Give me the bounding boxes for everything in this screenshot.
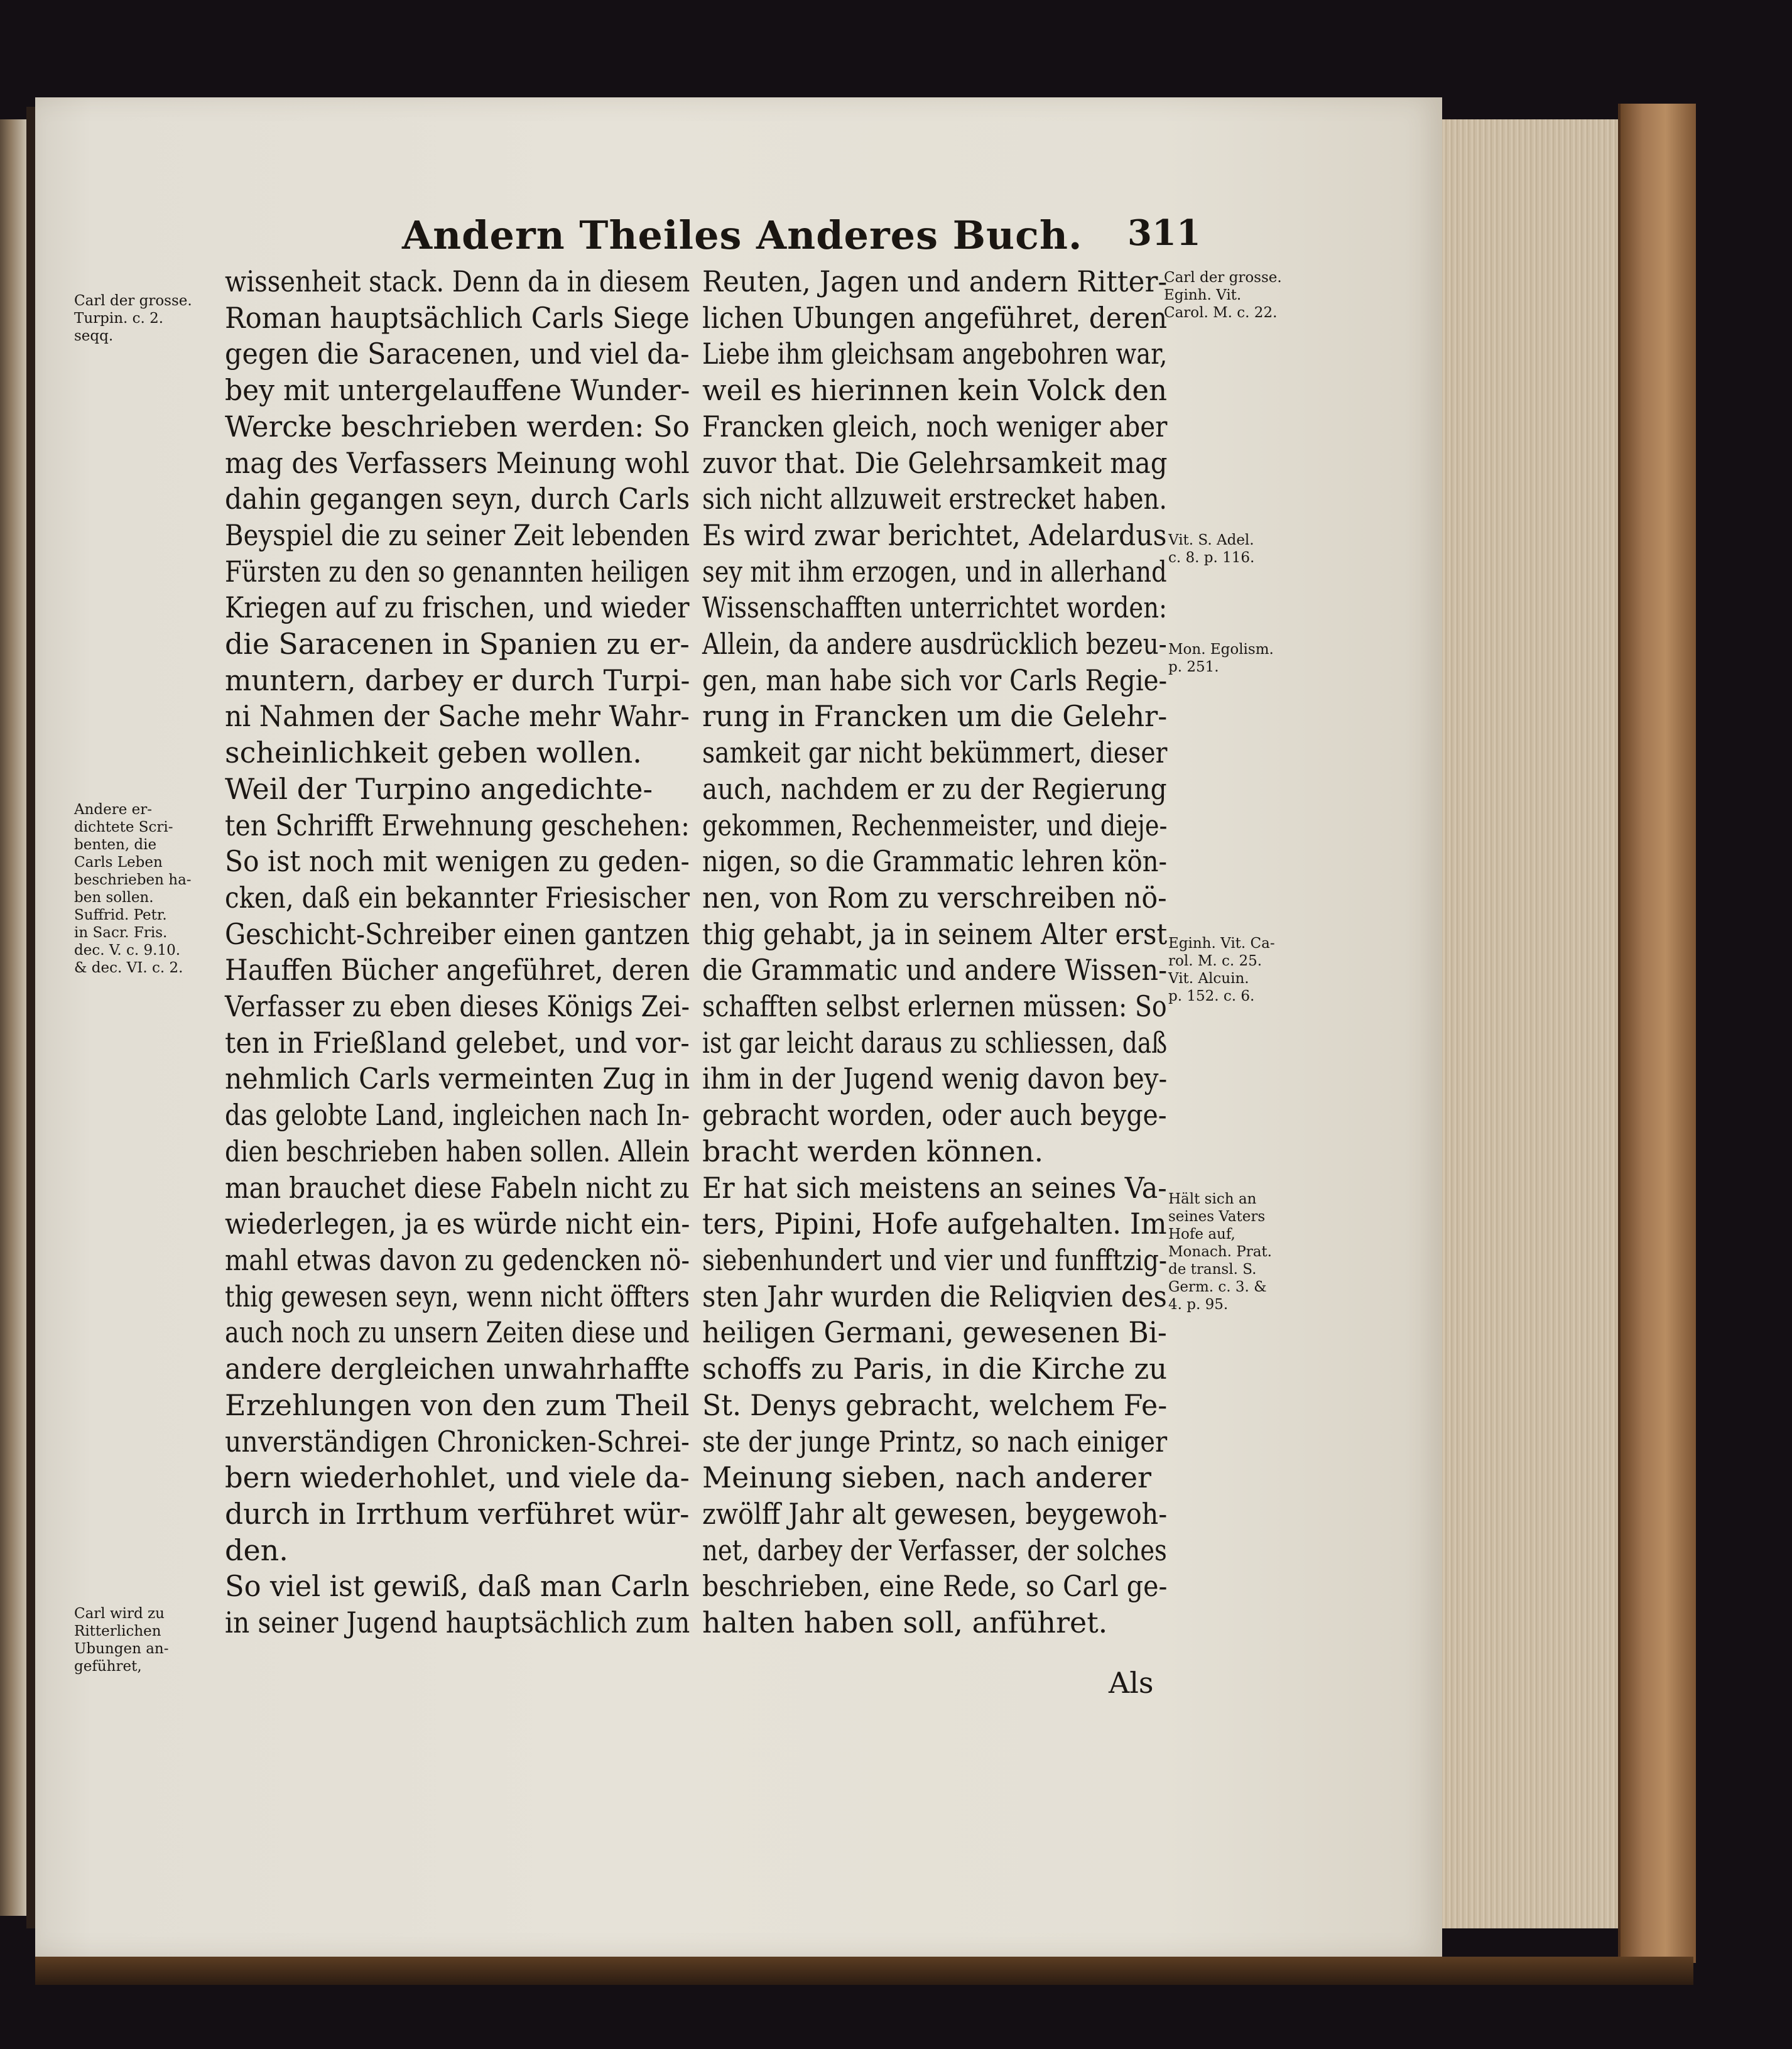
margin-note-line: Andere er-	[74, 802, 153, 818]
margin-note-line: Carl der grosse.	[74, 293, 192, 309]
text-line: Fürsten zu den so genannten heiligen	[225, 554, 690, 589]
text-line: unverständigen Chronicken-Schrei-	[225, 1424, 690, 1459]
margin-note-line: Suffrid. Petr.	[74, 907, 167, 923]
text-line: ist gar leicht daraus zu schliessen, daß	[702, 1025, 1168, 1060]
margin-note-left-3	[74, 1605, 169, 1675]
margin-note-right-1	[1164, 269, 1282, 322]
text-line: sich nicht allzuweit erstrecket haben.	[702, 482, 1167, 516]
text-line: Meinung sieben, nach anderer	[702, 1460, 1152, 1495]
margin-note-line: 4. p. 95.	[1168, 1296, 1229, 1313]
right-cover-board	[1618, 104, 1696, 1963]
margin-note-line: Hält sich an	[1168, 1191, 1257, 1207]
text-line: andere dergleichen unwahrhaffte	[225, 1352, 690, 1386]
margin-note-line: seqq.	[74, 328, 114, 344]
margin-note-line: Ubungen an-	[74, 1641, 169, 1657]
margin-note-left-2	[74, 801, 192, 977]
text-line: Francken gleich, noch weniger aber	[702, 409, 1168, 443]
text-line: sten Jahr wurden die Reliqvien des	[702, 1279, 1167, 1313]
margin-note-line: Mon. Egolism.	[1168, 641, 1274, 658]
text-line: wiederlegen, ja es würde nicht ein-	[225, 1207, 690, 1241]
page-block-edges	[1442, 119, 1618, 1928]
margin-note-line: Carol. M. c. 22.	[1164, 305, 1278, 321]
text-line: zuvor that. Die Gelehrsamkeit mag	[702, 445, 1168, 480]
text-line: Verfasser zu eben dieses Königs Zei-	[225, 989, 690, 1024]
margin-note-line: & dec. VI. c. 2.	[74, 960, 183, 976]
text-line: Roman hauptsächlich Carls Siege	[225, 300, 690, 335]
margin-note-line: dichtete Scri-	[74, 819, 173, 835]
margin-note-line: Hofe auf,	[1168, 1226, 1235, 1242]
text-line: ste der junge Printz, so nach einiger	[702, 1424, 1168, 1459]
margin-note-left-1	[74, 292, 192, 345]
text-line: auch, nachdem er zu der Regierung	[702, 771, 1167, 806]
text-line: mag des Verfassers Meinung wohl	[225, 445, 690, 480]
text-line: ters, Pipini, Hofe aufgehalten. Im	[702, 1207, 1167, 1241]
margin-note-line: dec. V. c. 9.10.	[74, 942, 181, 959]
margin-note-line: geführet,	[74, 1658, 142, 1675]
text-column-right	[702, 264, 1167, 1641]
margin-note-line: Eginh. Vit.	[1164, 287, 1242, 303]
margin-note-line: p. 152. c. 6.	[1168, 988, 1255, 1004]
left-page-edge	[0, 119, 28, 1916]
text-line: lichen Ubungen angeführet, deren	[702, 300, 1168, 335]
text-line: cken, daß ein bekannter Friesischer	[225, 880, 690, 915]
text-line: sey mit ihm erzogen, und in allerhand	[702, 554, 1167, 589]
text-line: ten in Frießland gelebet, und vor-	[225, 1025, 690, 1060]
text-line: St. Denys gebracht, welchem Fe-	[702, 1388, 1168, 1422]
margin-note-line: Ritterlichen	[74, 1623, 161, 1639]
margin-note-line: de transl. S.	[1168, 1261, 1257, 1278]
margin-note-line: ben sollen.	[74, 889, 154, 906]
text-line: dahin gegangen seyn, durch Carls	[225, 482, 690, 516]
page-number: 311	[1127, 212, 1201, 254]
text-line: zwölff Jahr alt gewesen, beygewoh-	[702, 1496, 1168, 1531]
margin-note-line: Vit. S. Adel.	[1168, 532, 1254, 548]
margin-note-line: c. 8. p. 116.	[1168, 550, 1255, 566]
text-line: man brauchet diese Fabeln nicht zu	[225, 1170, 690, 1205]
margin-note-line: Carl der grosse.	[1164, 269, 1282, 286]
text-line: ten Schrifft Erwehnung geschehen:	[225, 808, 690, 842]
text-line: samkeit gar nicht bekümmert, dieser	[702, 736, 1168, 770]
text-line: schoffs zu Paris, in die Kirche zu	[702, 1352, 1168, 1386]
text-line: thig gewesen seyn, wenn nicht öffters	[225, 1279, 690, 1313]
running-title: Andern Theiles Anderes Buch.	[402, 212, 1083, 258]
text-line: Geschicht-Schreiber einen gantzen	[225, 916, 690, 951]
margin-note-line: Monach. Prat.	[1168, 1244, 1272, 1260]
text-line: schafften selbst erlernen müssen: So	[702, 989, 1167, 1024]
text-line: Reuten, Jagen und andern Ritter-	[702, 264, 1168, 298]
text-line: den.	[225, 1533, 288, 1567]
text-line: Allein, da andere ausdrücklich bezeu-	[702, 627, 1167, 661]
bottom-cover-board	[35, 1957, 1693, 1985]
margin-note-line: beschrieben ha-	[74, 872, 192, 888]
text-line: siebenhundert und vier und funfftzig-	[702, 1242, 1168, 1277]
catchword: Als	[1109, 1666, 1154, 1700]
text-line: thig gehabt, ja in seinem Alter erst	[702, 916, 1168, 951]
text-line: dien beschrieben haben sollen. Allein	[225, 1134, 690, 1168]
text-line: Weil der Turpino angedichte-	[225, 771, 653, 806]
text-line: Kriegen auf zu frischen, und wieder	[225, 590, 690, 625]
text-line: bracht werden können.	[702, 1134, 1044, 1168]
margin-note-right-3	[1168, 641, 1274, 676]
text-line: die Grammatic und andere Wissen-	[702, 953, 1168, 987]
text-line: Hauffen Bücher angeführet, deren	[225, 953, 690, 987]
text-line: net, darbey der Verfasser, der solches	[702, 1533, 1167, 1567]
text-line: das gelobte Land, ingleichen nach In-	[225, 1098, 690, 1133]
text-line: scheinlichkeit geben wollen.	[225, 736, 642, 770]
text-line: heiligen Germani, gewesenen Bi-	[702, 1315, 1167, 1350]
margin-note-line: Turpin. c. 2.	[74, 310, 164, 327]
text-line: beschrieben, eine Rede, so Carl ge-	[702, 1569, 1168, 1604]
text-line: Liebe ihm gleichsam angebohren war,	[702, 337, 1168, 371]
margin-note-right-5	[1168, 1190, 1272, 1313]
text-line: Es wird zwar berichtet, Adelardus	[702, 518, 1167, 552]
text-line: ihm in der Jugend wenig davon bey-	[702, 1062, 1168, 1096]
left-cover-board	[26, 107, 35, 1928]
text-line: mahl etwas davon zu gedencken nö-	[225, 1242, 690, 1277]
text-line: nehmlich Carls vermeinten Zug in	[225, 1062, 690, 1096]
text-line: wissenheit stack. Denn da in diesem	[225, 264, 690, 298]
margin-note-line: benten, die	[74, 837, 157, 853]
margin-note-right-2	[1168, 531, 1254, 567]
text-line: muntern, darbey er durch Turpi-	[225, 663, 690, 697]
text-line: gegen die Saracenen, und viel da-	[225, 337, 690, 371]
text-line: ni Nahmen der Sache mehr Wahr-	[225, 699, 690, 734]
margin-note-right-4	[1168, 935, 1275, 1005]
margin-note-line: in Sacr. Fris.	[74, 925, 168, 941]
text-line: gen, man habe sich vor Carls Regie-	[702, 663, 1168, 697]
text-line: auch noch zu unsern Zeiten diese und	[225, 1315, 690, 1350]
text-line: nen, von Rom zu verschreiben nö-	[702, 880, 1167, 915]
margin-note-line: seines Vaters	[1168, 1209, 1266, 1225]
text-line: Wissenschafften unterrichtet worden:	[702, 590, 1168, 625]
margin-note-line: Germ. c. 3. &	[1168, 1279, 1267, 1295]
text-line: Erzehlungen von den zum Theil	[225, 1388, 690, 1422]
margin-note-line: Vit. Alcuin.	[1168, 970, 1249, 987]
text-line: in seiner Jugend hauptsächlich zum	[225, 1606, 690, 1640]
text-line: Wercke beschrieben werden: So	[225, 409, 690, 443]
margin-note-line: rol. M. c. 25.	[1168, 953, 1263, 969]
text-line: weil es hierinnen kein Volck den	[702, 373, 1168, 408]
text-line: So viel ist gewiß, daß man Carln	[225, 1569, 690, 1604]
text-line: durch in Irrthum verführet wür-	[225, 1496, 690, 1531]
text-line: die Saracenen in Spanien zu er-	[225, 627, 690, 661]
margin-note-line: Eginh. Vit. Ca-	[1168, 935, 1275, 952]
text-line: halten haben soll, anführet.	[702, 1606, 1108, 1640]
margin-note-line: Carls Leben	[74, 854, 163, 871]
margin-note-line: p. 251.	[1168, 659, 1219, 675]
text-line: bern wiederhohlet, und viele da-	[225, 1460, 690, 1495]
text-line: Beyspiel die zu seiner Zeit lebenden	[225, 518, 690, 552]
text-line: gekommen, Rechenmeister, und dieje-	[702, 808, 1168, 842]
text-line: Er hat sich meistens an seines Va-	[702, 1170, 1167, 1205]
text-line: So ist noch mit wenigen zu geden-	[225, 844, 690, 879]
text-line: bey mit untergelauffene Wunder-	[225, 373, 690, 408]
margin-note-line: Carl wird zu	[74, 1606, 165, 1622]
text-line: gebracht worden, oder auch beyge-	[702, 1098, 1167, 1133]
text-column-left	[225, 264, 690, 1641]
text-line: rung in Francken um die Gelehr-	[702, 699, 1168, 734]
text-line: nigen, so die Grammatic lehren kön-	[702, 844, 1167, 879]
